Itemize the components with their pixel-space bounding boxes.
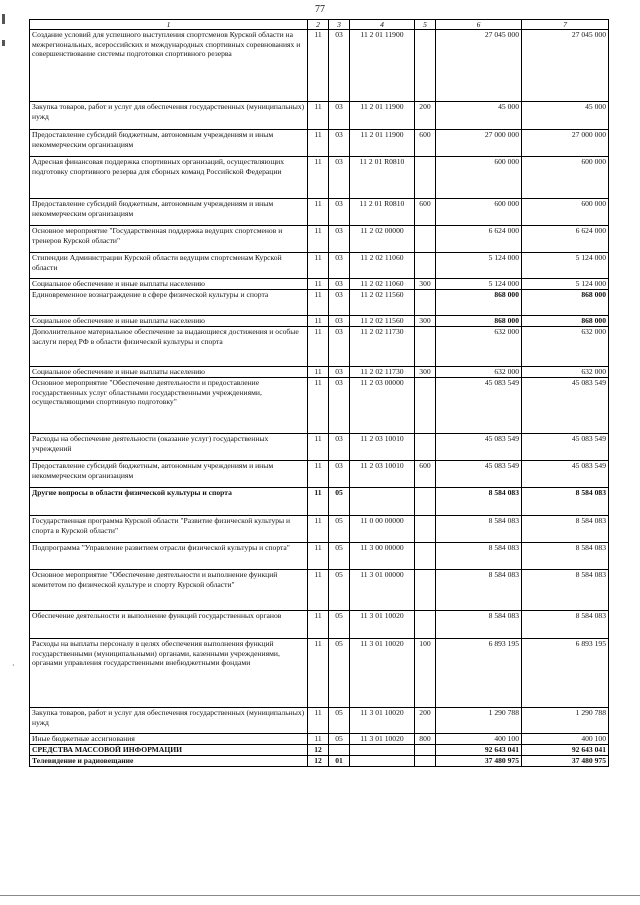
amount-year-2-cell: 632 000 [522,327,609,367]
subsection-code-cell: 05 [329,708,350,734]
subsection-code-cell: 05 [329,570,350,611]
section-code-cell: 11 [308,279,329,290]
expense-type-cell [415,611,436,639]
amount-year-2-cell: 600 000 [522,157,609,199]
row-name-cell: Закупка товаров, работ и услуг для обеспечения государственных (муниципальных) нужд [30,102,308,130]
expense-type-cell: 100 [415,639,436,708]
subsection-code-cell: 03 [329,378,350,434]
row-name-cell: Создание условий для успешного выступления спортсменов Курской области на межрегиональных, всероссийских и международных спортивных соревнованиях и совершенствование системы подготовки спортивного резерва [30,30,308,102]
amount-year-2-cell: 8 584 083 [522,570,609,611]
section-code-cell: 11 [308,316,329,327]
amount-year-1-cell: 6 624 000 [436,226,522,253]
expense-type-cell [415,378,436,434]
section-code-cell: 11 [308,639,329,708]
amount-year-1-cell: 600 000 [436,157,522,199]
section-code-cell: 11 [308,102,329,130]
target-article-cell: 11 2 01 R0810 [350,157,415,199]
row-name-cell: Социальное обеспечение и иные выплаты населению [30,316,308,327]
target-article-cell: 11 2 02 00000 [350,226,415,253]
subsection-code-cell: 03 [329,367,350,378]
amount-year-2-cell: 45 083 549 [522,378,609,434]
column-header: 4 [350,20,415,30]
row-name-cell: Социальное обеспечение и иные выплаты населению [30,367,308,378]
row-name-cell: Адресная финансовая поддержка спортивных организаций, осуществляющих подготовку спортивного резерва для сборных команд Российской Федерации [30,157,308,199]
row-name-cell: Обеспечение деятельности и выполнение функций государственных органов [30,611,308,639]
expense-type-cell: 600 [415,130,436,157]
table-row [30,316,609,327]
section-code-cell: 11 [308,130,329,157]
amount-year-2-cell: 868 000 [522,290,609,316]
row-name-cell: Телевидение и радиовещание [30,756,308,767]
amount-year-2-cell: 400 100 [522,734,609,745]
amount-year-1-cell: 37 480 975 [436,756,522,767]
amount-year-2-cell: 6 893 195 [522,639,609,708]
subsection-code-cell: 03 [329,157,350,199]
table-row [30,516,609,543]
row-name-cell: Основное мероприятие "Государственная поддержка ведущих спортсменов и тренеров Курской области" [30,226,308,253]
target-article-cell: 11 2 01 R0810 [350,199,415,226]
scan-bottom-line [0,895,640,896]
row-name-cell: Иные бюджетные ассигнования [30,734,308,745]
amount-year-1-cell: 8 584 083 [436,516,522,543]
expense-type-cell: 800 [415,734,436,745]
section-code-cell: 11 [308,516,329,543]
expense-type-cell: 300 [415,367,436,378]
column-header: 7 [522,20,609,30]
amount-year-1-cell: 400 100 [436,734,522,745]
expense-type-cell [415,226,436,253]
target-article-cell: 11 2 02 11730 [350,327,415,367]
section-code-cell: 12 [308,745,329,756]
subsection-code-cell: 03 [329,226,350,253]
amount-year-2-cell: 45 083 549 [522,434,609,461]
expense-type-cell [415,543,436,570]
expense-type-cell: 200 [415,708,436,734]
target-article-cell: 11 3 01 00000 [350,570,415,611]
table-row [30,745,609,756]
amount-year-1-cell: 1 290 788 [436,708,522,734]
amount-year-2-cell: 8 584 083 [522,543,609,570]
amount-year-2-cell: 45 083 549 [522,461,609,488]
amount-year-2-cell: 45 000 [522,102,609,130]
table-row [30,130,609,157]
subsection-code-cell: 05 [329,488,350,516]
expense-type-cell: 300 [415,279,436,290]
target-article-cell: 11 3 01 10020 [350,708,415,734]
subsection-code-cell [329,745,350,756]
table-row [30,253,609,279]
row-name-cell: Единовременное вознаграждение в сфере физической культуры и спорта [30,290,308,316]
amount-year-1-cell: 27 000 000 [436,130,522,157]
amount-year-1-cell: 45 083 549 [436,378,522,434]
amount-year-2-cell: 632 000 [522,367,609,378]
expense-type-cell [415,488,436,516]
section-code-cell: 11 [308,708,329,734]
expense-type-cell: 300 [415,316,436,327]
amount-year-1-cell: 8 584 083 [436,611,522,639]
amount-year-2-cell: 5 124 000 [522,253,609,279]
amount-year-1-cell: 5 124 000 [436,279,522,290]
row-name-cell: Стипендии Администрации Курской области ведущим спортсменам Курской области [30,253,308,279]
amount-year-2-cell: 600 000 [522,199,609,226]
row-name-cell: Государственная программа Курской области "Развитие физической культуры и спорта в Курской области" [30,516,308,543]
section-code-cell: 11 [308,367,329,378]
subsection-code-cell: 03 [329,434,350,461]
target-article-cell: 11 2 03 10010 [350,461,415,488]
expense-type-cell [415,756,436,767]
target-article-cell [350,756,415,767]
subsection-code-cell: 03 [329,461,350,488]
expense-type-cell [415,30,436,102]
table-row [30,734,609,745]
target-article-cell: 11 2 01 11900 [350,130,415,157]
amount-year-1-cell: 92 643 041 [436,745,522,756]
column-header: 5 [415,20,436,30]
section-code-cell: 12 [308,756,329,767]
table-row [30,461,609,488]
table-header-row [30,20,609,30]
subsection-code-cell: 03 [329,279,350,290]
amount-year-2-cell: 8 584 083 [522,516,609,543]
amount-year-1-cell: 8 584 083 [436,488,522,516]
column-header: 2 [308,20,329,30]
budget-table [29,19,609,767]
target-article-cell: 11 3 01 10020 [350,611,415,639]
expense-type-cell: 600 [415,461,436,488]
amount-year-2-cell: 27 045 000 [522,30,609,102]
section-code-cell: 11 [308,327,329,367]
table-row [30,279,609,290]
target-article-cell: 11 3 01 10020 [350,639,415,708]
amount-year-2-cell: 27 000 000 [522,130,609,157]
target-article-cell: 11 2 02 11560 [350,290,415,316]
row-name-cell: Расходы на обеспечение деятельности (оказание услуг) государственных учреждений [30,434,308,461]
column-header: 1 [30,20,308,30]
table-row [30,290,609,316]
subsection-code-cell: 03 [329,102,350,130]
expense-type-cell: 600 [415,199,436,226]
amount-year-1-cell: 8 584 083 [436,543,522,570]
target-article-cell: 11 2 01 11900 [350,102,415,130]
amount-year-2-cell: 5 124 000 [522,279,609,290]
table-body [30,30,609,767]
column-header: 3 [329,20,350,30]
section-code-cell: 11 [308,570,329,611]
expense-type-cell [415,434,436,461]
subsection-code-cell: 05 [329,611,350,639]
target-article-cell: 11 2 03 00000 [350,378,415,434]
amount-year-1-cell: 45 083 549 [436,461,522,488]
row-name-cell: Расходы на выплаты персоналу в целях обеспечения выполнения функций государственными (муниципальными) органами, казенными учреждениями, органами управления государственными внебюджетными фондами [30,639,308,708]
target-article-cell [350,488,415,516]
subsection-code-cell: 05 [329,516,350,543]
amount-year-1-cell: 868 000 [436,316,522,327]
table-row [30,157,609,199]
target-article-cell: 11 2 02 11560 [350,316,415,327]
section-code-cell: 11 [308,488,329,516]
expense-type-cell [415,327,436,367]
expense-type-cell [415,157,436,199]
expense-type-cell [415,570,436,611]
section-code-cell: 11 [308,157,329,199]
row-name-cell: Предоставление субсидий бюджетным, автономным учреждениям и иным некоммерческим организациям [30,461,308,488]
page-number: 77 [315,4,325,15]
row-name-cell: СРЕДСТВА МАССОВОЙ ИНФОРМАЦИИ [30,745,308,756]
row-name-cell: Предоставление субсидий бюджетным, автономным учреждениям и иным некоммерческим организациям [30,130,308,157]
table-row [30,327,609,367]
target-article-cell: 11 2 02 11730 [350,367,415,378]
target-article-cell: 11 0 00 00000 [350,516,415,543]
amount-year-1-cell: 600 000 [436,199,522,226]
row-name-cell: Другие вопросы в области физической культуры и спорта [30,488,308,516]
amount-year-2-cell: 8 584 083 [522,488,609,516]
amount-year-1-cell: 5 124 000 [436,253,522,279]
amount-year-1-cell: 45 083 549 [436,434,522,461]
subsection-code-cell: 05 [329,543,350,570]
table-row [30,488,609,516]
row-name-cell: Дополнительное материальное обеспечение за выдающиеся достижения и особые заслуги перед РФ в области физической культуры и спорта [30,327,308,367]
section-code-cell: 11 [308,226,329,253]
scan-edge-mark [2,14,5,24]
table-row [30,367,609,378]
margin-mark: · [12,661,15,670]
target-article-cell: 11 2 02 11060 [350,279,415,290]
row-name-cell: Основное мероприятие "Обеспечение деятельности и выполнение функций комитетом по физической культуре и спорту Курской области" [30,570,308,611]
amount-year-1-cell: 8 584 083 [436,570,522,611]
section-code-cell: 11 [308,30,329,102]
table-row [30,378,609,434]
amount-year-2-cell: 8 584 083 [522,611,609,639]
subsection-code-cell: 03 [329,253,350,279]
table-row [30,570,609,611]
target-article-cell [350,745,415,756]
row-name-cell: Социальное обеспечение и иные выплаты населению [30,279,308,290]
subsection-code-cell: 03 [329,290,350,316]
amount-year-2-cell: 92 643 041 [522,745,609,756]
expense-type-cell [415,253,436,279]
amount-year-1-cell: 6 893 195 [436,639,522,708]
amount-year-1-cell: 45 000 [436,102,522,130]
amount-year-1-cell: 632 000 [436,367,522,378]
table-row [30,102,609,130]
table-row [30,543,609,570]
section-code-cell: 11 [308,461,329,488]
amount-year-2-cell: 37 480 975 [522,756,609,767]
table-row [30,226,609,253]
section-code-cell: 11 [308,378,329,434]
expense-type-cell [415,745,436,756]
table-row [30,756,609,767]
scan-edge-mark [2,40,5,46]
row-name-cell: Основное мероприятие "Обеспечение деятельности и предоставление государственных услуг областными государственными учреждениями, осуществляющими спортивную подготовку" [30,378,308,434]
table-row [30,611,609,639]
target-article-cell: 11 2 02 11060 [350,253,415,279]
table-row [30,30,609,102]
target-article-cell: 11 2 01 11900 [350,30,415,102]
section-code-cell: 11 [308,290,329,316]
row-name-cell: Подпрограмма "Управление развитием отрасли физической культуры и спорта" [30,543,308,570]
table-row [30,199,609,226]
amount-year-1-cell: 868 000 [436,290,522,316]
amount-year-2-cell: 1 290 788 [522,708,609,734]
expense-type-cell [415,516,436,543]
subsection-code-cell: 03 [329,30,350,102]
amount-year-2-cell: 6 624 000 [522,226,609,253]
amount-year-1-cell: 27 045 000 [436,30,522,102]
expense-type-cell [415,290,436,316]
section-code-cell: 11 [308,199,329,226]
expense-type-cell: 200 [415,102,436,130]
subsection-code-cell: 05 [329,734,350,745]
column-header: 6 [436,20,522,30]
amount-year-1-cell: 632 000 [436,327,522,367]
amount-year-2-cell: 868 000 [522,316,609,327]
table-row [30,639,609,708]
target-article-cell: 11 3 00 00000 [350,543,415,570]
row-name-cell: Закупка товаров, работ и услуг для обеспечения государственных (муниципальных) нужд [30,708,308,734]
target-article-cell: 11 3 01 10020 [350,734,415,745]
row-name-cell: Предоставление субсидий бюджетным, автономным учреждениям и иным некоммерческим организациям [30,199,308,226]
subsection-code-cell: 03 [329,199,350,226]
subsection-code-cell: 03 [329,316,350,327]
target-article-cell: 11 2 03 10010 [350,434,415,461]
subsection-code-cell: 05 [329,639,350,708]
section-code-cell: 11 [308,543,329,570]
section-code-cell: 11 [308,253,329,279]
section-code-cell: 11 [308,734,329,745]
subsection-code-cell: 03 [329,327,350,367]
section-code-cell: 11 [308,611,329,639]
table-row [30,708,609,734]
subsection-code-cell: 03 [329,130,350,157]
subsection-code-cell: 01 [329,756,350,767]
table-row [30,434,609,461]
section-code-cell: 11 [308,434,329,461]
